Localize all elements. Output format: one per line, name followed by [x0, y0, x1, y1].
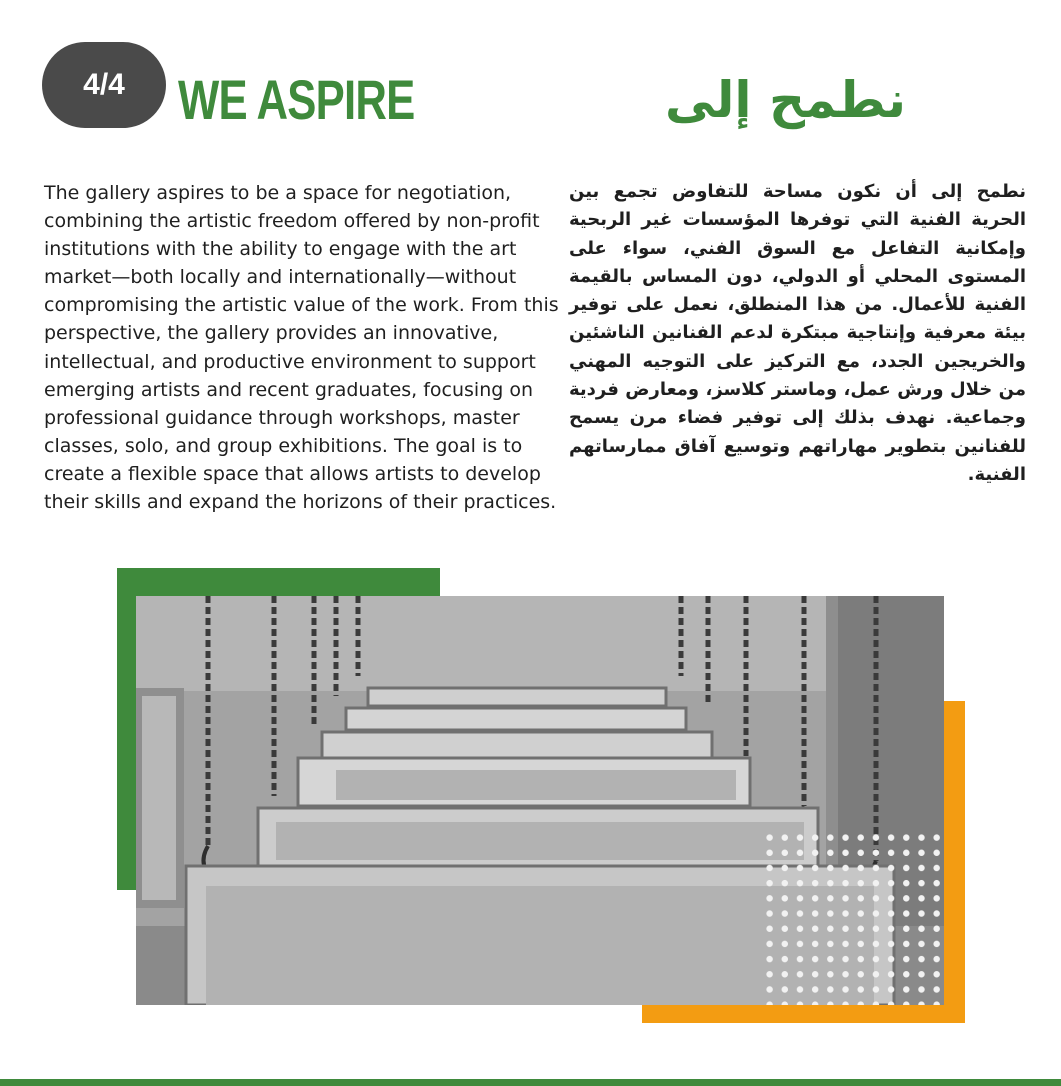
- body-text-arabic: نطمح إلى أن نكون مساحة للتفاوض تجمع بين الحرية الفنية التي توفرها المؤسسات غير الربحية وإمكانية التفاعل مع السوق الفني، سواء على المستوى المحلي أو الدولي، دون المساس بالقيمة الفنية للأعمال. من هذا المنطلق، نعمل على توفير بيئة معرفية وإنتاجية مبتكرة لدعم الفنانين الناشئين والخريجين الجدد، مع التركيز على التوجيه المهني من خلال ورش عمل، وماستر كلاسز، ومعارض فردية وجماعية. نهدف بذلك إلى توفير فضاء مرن يسمح للفنانين بتطوير مهاراتهم وتوسيع آفاق ممارساتهم الفنية.: [569, 181, 1026, 485]
- bottom-green-rule: [0, 1079, 1061, 1086]
- title-arabic: نطمح إلى: [665, 71, 906, 129]
- dot-grid-pattern: [762, 830, 944, 1005]
- title-english: WE ASPIRE: [178, 68, 415, 131]
- page-indicator-badge: 4/4: [42, 42, 166, 128]
- body-text-english: The gallery aspires to be a space for negotiation, combining the artistic freedom offered by non-profit institutions with the ability to engage with the art market—both locally and internationally—without compromising the artistic value of the work. From this perspective, the gallery provides an innovative, intellectual, and productive environment to support emerging artists and recent graduates, focusing on professional guidance through workshops, master classes, solo, and group exhibitions. The goal is to create a flexible space that allows artists to develop their skills and expand the horizons of their practices.: [44, 182, 559, 514]
